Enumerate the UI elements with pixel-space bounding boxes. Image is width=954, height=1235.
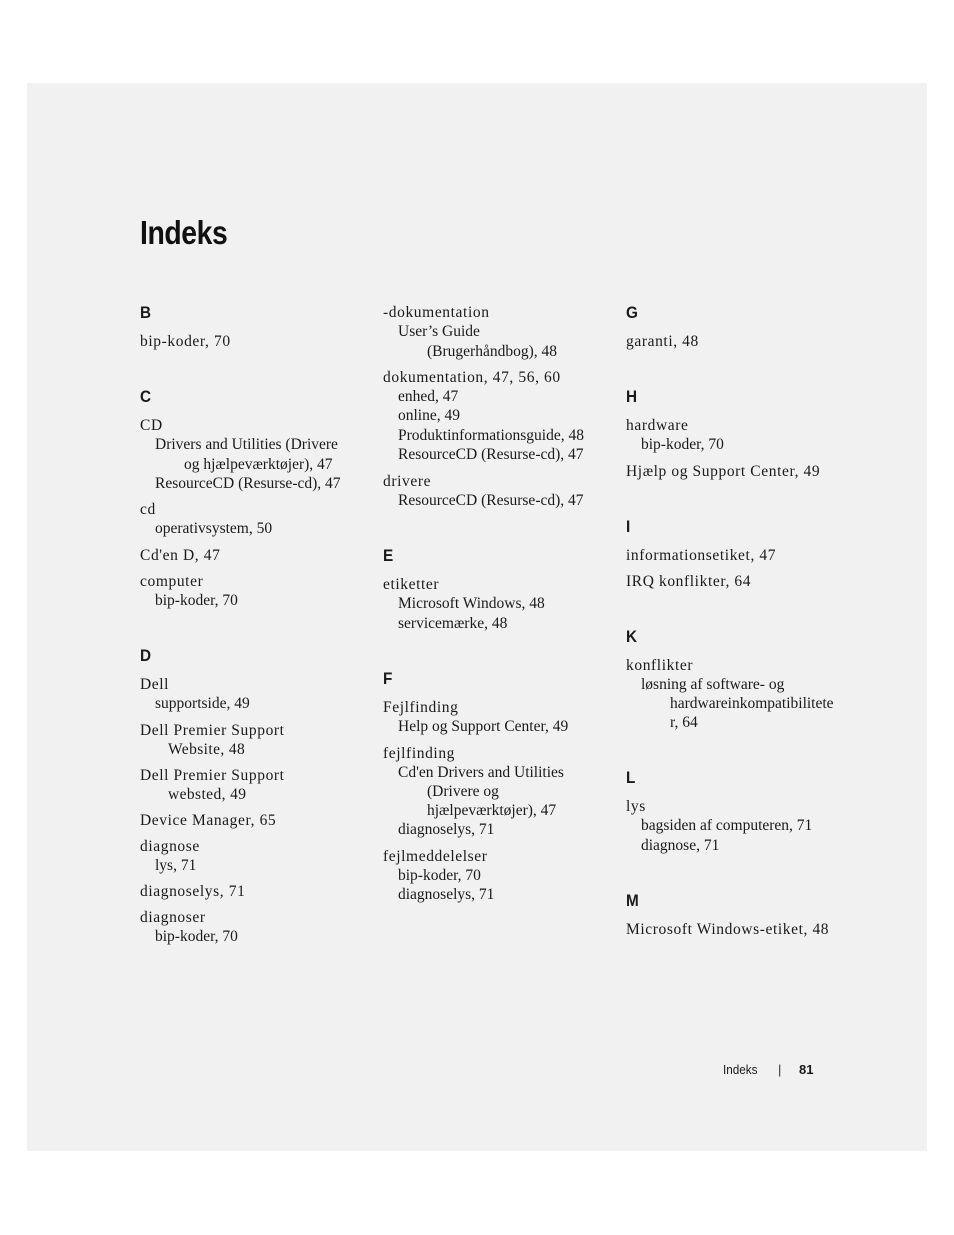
index-term: Dell Premier Support [140,766,285,784]
index-subentry: Drivers and Utilities (Drivere [155,436,338,453]
index-term: Cd'en D, 47 [140,546,221,564]
index-entry [383,847,613,905]
index-entry [626,920,851,939]
index-letter-heading: C [140,387,152,406]
index-entry [626,656,851,733]
index-subentry-continuation: r, 64 [670,714,698,731]
index-entry [383,698,613,737]
index-subentry: diagnoselys, 71 [398,821,495,838]
index-subentry: servicemærke, 48 [398,614,508,632]
index-term: garanti, 48 [626,333,699,350]
index-subentry: lys, 71 [155,856,197,874]
index-entry [626,332,851,351]
index-subentry: enhed, 47 [398,387,459,405]
footer-separator: | [778,1062,782,1077]
index-section [626,517,851,591]
index-subentry-continuation: (Brugerhåndbog), 48 [427,342,557,360]
index-subentry: bip-koder, 70 [155,591,238,609]
index-entry [140,416,370,493]
index-subentry-continuation: og hjælpeværktøjer), 47 [184,455,333,473]
index-letter-heading: G [626,303,638,322]
index-section [626,627,851,733]
index-entry [140,811,370,830]
index-subentry: Produktinformationsguide, 48 [398,426,584,444]
index-subentry: diagnoselys, 71 [398,886,495,903]
index-subentry: operativsystem, 50 [155,520,273,537]
index-term: IRQ konflikter, 64 [626,572,752,590]
index-subentry: diagnose, 71 [641,836,720,854]
index-section [140,387,370,610]
index-entry [626,572,851,591]
index-letter-heading: H [626,387,638,406]
index-subentry: ResourceCD (Resurse-cd), 47 [155,474,341,492]
index-term: computer [140,572,204,590]
index-section [140,303,370,351]
index-column-1 [140,303,370,983]
index-subentry-continuation: hjælpeværktøjer), 47 [427,802,557,819]
index-section [383,669,613,905]
index-entry [140,332,370,351]
index-term: Fejlfinding [383,699,459,716]
index-section [626,891,851,939]
index-section [140,646,370,947]
page-number: 81 [799,1062,814,1077]
index-subentry: Help og Support Center, 49 [398,718,569,735]
index-term: informationsetiket, 47 [626,546,777,564]
index-letter-heading: B [140,303,152,322]
index-subentry: ResourceCD (Resurse-cd), 47 [398,446,584,463]
index-subentry: Cd'en Drivers and Utilities [398,763,564,781]
index-term: Microsoft Windows-etiket, 48 [626,921,830,938]
index-term: cd [140,501,156,518]
index-letter-heading: L [626,768,636,787]
index-subentry: supportside, 49 [155,695,250,712]
index-entry [140,546,370,565]
index-entry [140,500,370,539]
index-term: drivere [383,472,432,490]
index-term: Dell Premier Support [140,721,285,739]
index-term: Device Manager, 65 [140,811,277,829]
index-entry [140,721,370,759]
index-term: lys [626,798,646,815]
index-term: diagnoser [140,909,206,926]
index-term: fejlfinding [383,744,456,762]
index-subentry: bip-koder, 70 [398,866,481,884]
index-section [626,387,851,481]
index-subentry-continuation: (Drivere og [427,783,499,800]
index-term-continuation: Website, 48 [168,740,246,758]
index-subentry: løsning af software- og [641,675,785,693]
index-subentry: ResourceCD (Resurse-cd), 47 [398,491,584,509]
index-term: dokumentation, 47, 56, 60 [383,368,561,386]
index-entry [140,766,370,804]
index-letter-heading: F [383,669,393,688]
index-entry [626,546,851,565]
index-term: konflikter [626,656,694,674]
index-column-2 [383,303,613,941]
index-entry [140,908,370,947]
index-entry [626,416,851,455]
index-term: fejlmeddelelser [383,847,488,865]
index-term: etiketter [383,576,440,593]
index-letter-heading: I [626,516,631,536]
index-entry [140,675,370,714]
index-entry [626,797,851,855]
index-subentry-continuation: hardwareinkompatibilitete [670,695,834,712]
index-subentry: bip-koder, 70 [155,928,238,945]
index-letter-heading: E [383,546,394,565]
index-term: -dokumentation [383,304,490,321]
index-subentry: online, 49 [398,407,460,424]
index-section [383,303,613,510]
index-section [383,546,613,633]
index-term: bip-koder, 70 [140,333,231,350]
index-term: hardware [626,417,689,434]
index-term: CD [140,417,163,434]
index-term-continuation: websted, 49 [168,785,247,803]
index-term: Hjælp og Support Center, 49 [626,462,821,480]
index-entry [383,744,613,840]
index-entry [383,472,613,511]
index-entry [383,575,613,633]
index-entry [140,882,370,901]
index-letter-heading: D [140,646,152,665]
index-entry [626,462,851,481]
index-subentry: bip-koder, 70 [641,436,724,453]
index-subentry: User’s Guide [398,323,480,340]
index-subentry: Microsoft Windows, 48 [398,595,545,612]
index-subentry: bagsiden af computeren, 71 [641,817,813,834]
index-letter-heading: M [626,891,639,910]
index-section [626,303,851,351]
index-entry [140,572,370,611]
index-term: diagnose [140,837,200,855]
index-entry [383,303,613,361]
index-term: diagnoselys, 71 [140,883,246,900]
page-title: Indeks [140,214,228,251]
index-entry [383,368,613,465]
index-entry [140,837,370,876]
index-section [626,768,851,855]
index-column-3 [626,303,851,975]
footer-label: Indeks [723,1062,758,1077]
index-term: Dell [140,676,170,693]
index-letter-heading: K [626,626,638,646]
